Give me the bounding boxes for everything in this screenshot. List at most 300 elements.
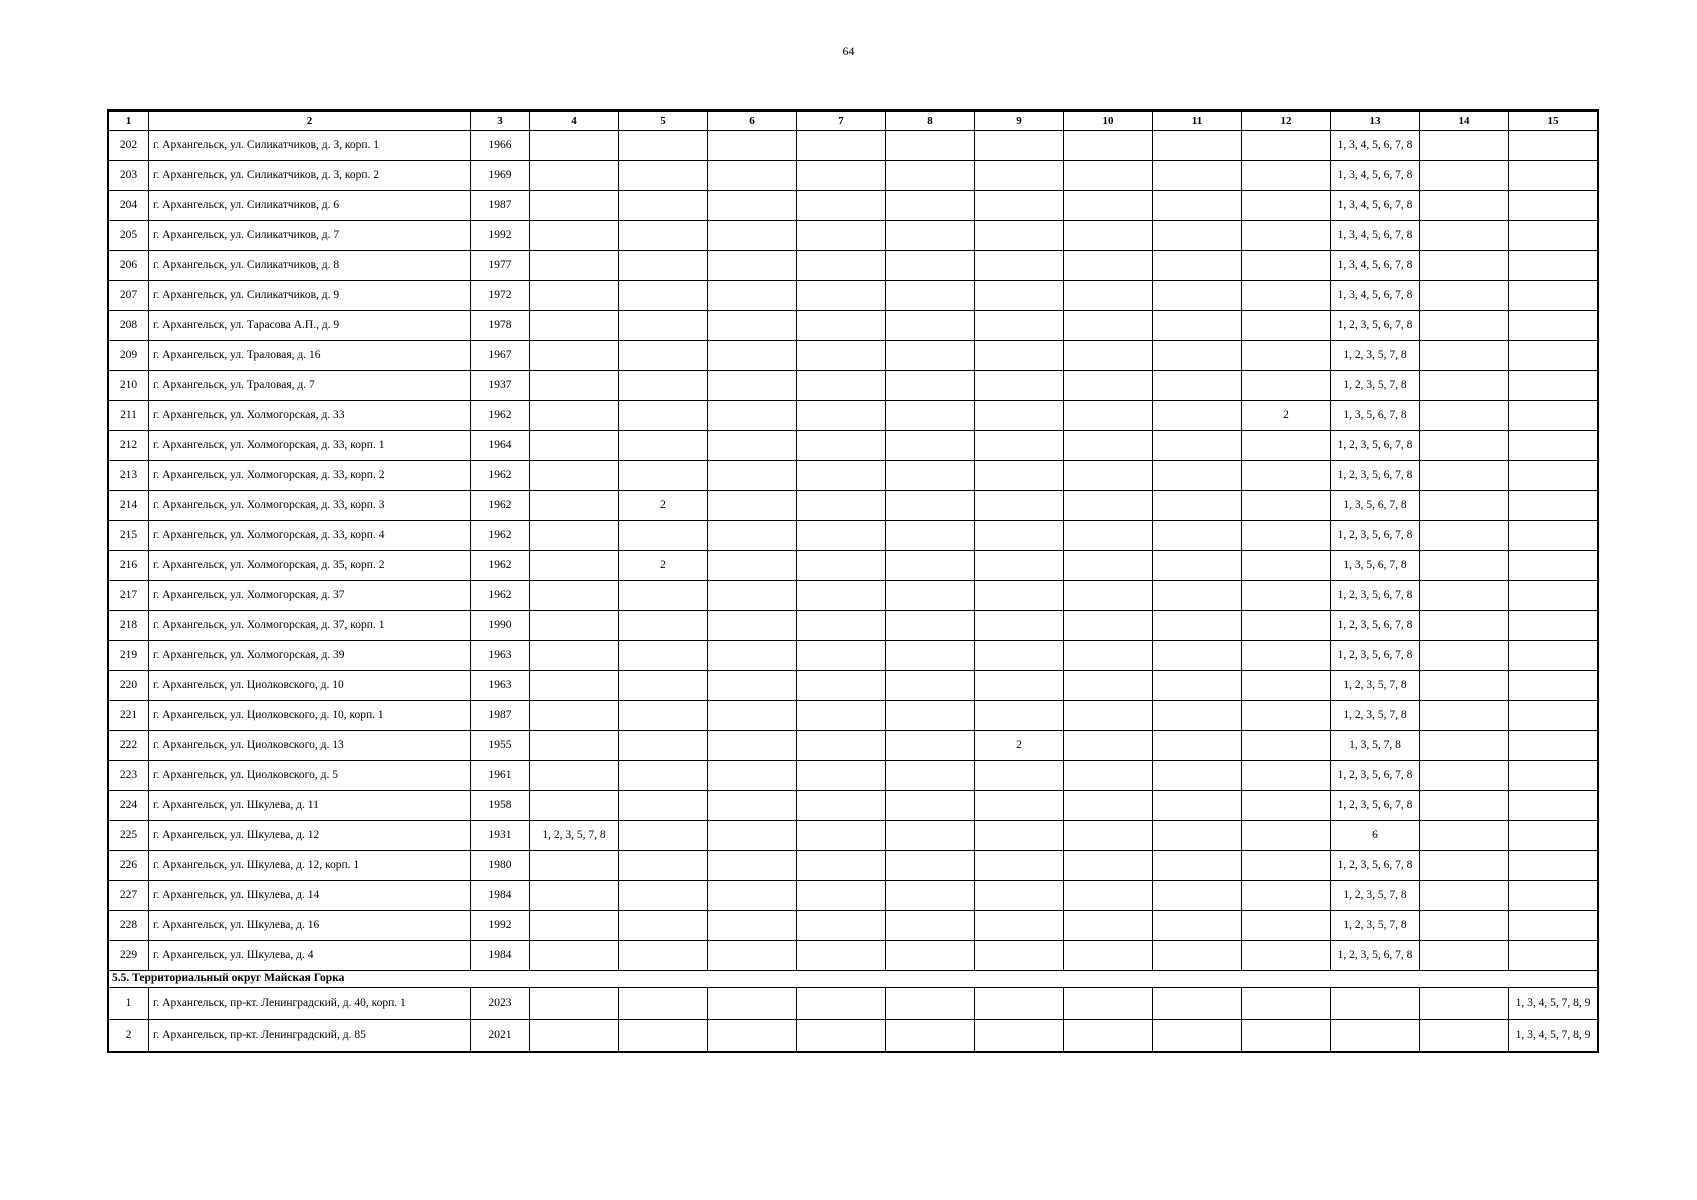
cell-col-10 — [1064, 1020, 1153, 1052]
cell-col-1: 205 — [109, 221, 149, 251]
cell-col-7 — [797, 851, 886, 881]
section-heading-row — [109, 971, 1598, 988]
cell-col-3: 1992 — [471, 221, 530, 251]
cell-col-6 — [708, 701, 797, 731]
cell-col-3: 2021 — [471, 1020, 530, 1052]
cell-col-11 — [1153, 461, 1242, 491]
cell-col-13: 1, 3, 4, 5, 6, 7, 8 — [1331, 191, 1420, 221]
cell-col-3: 1961 — [471, 761, 530, 791]
column-header-9: 9 — [975, 111, 1064, 131]
cell-col-6 — [708, 221, 797, 251]
cell-col-15 — [1509, 371, 1598, 401]
cell-col-4: 1, 2, 3, 5, 7, 8 — [530, 821, 619, 851]
table-row — [109, 791, 1598, 821]
cell-col-15 — [1509, 251, 1598, 281]
cell-col-12 — [1242, 461, 1331, 491]
column-header-4: 4 — [530, 111, 619, 131]
cell-col-13: 1, 3, 4, 5, 6, 7, 8 — [1331, 131, 1420, 161]
cell-col-6 — [708, 731, 797, 761]
cell-col-8 — [886, 371, 975, 401]
cell-col-10 — [1064, 131, 1153, 161]
cell-col-11 — [1153, 491, 1242, 521]
cell-col-8 — [886, 641, 975, 671]
cell-col-3: 1962 — [471, 551, 530, 581]
cell-col-13: 1, 2, 3, 5, 7, 8 — [1331, 371, 1420, 401]
cell-col-13: 1, 3, 5, 7, 8 — [1331, 731, 1420, 761]
cell-col-2: г. Архангельск, ул. Холмогорская, д. 37 — [149, 581, 471, 611]
cell-col-1: 217 — [109, 581, 149, 611]
cell-col-4 — [530, 191, 619, 221]
table-row — [109, 371, 1598, 401]
cell-col-7 — [797, 551, 886, 581]
column-header-3: 3 — [471, 111, 530, 131]
cell-col-9 — [975, 311, 1064, 341]
cell-col-2: г. Архангельск, ул. Циолковского, д. 10, корп. 1 — [149, 701, 471, 731]
cell-col-5 — [619, 641, 708, 671]
cell-col-3: 1967 — [471, 341, 530, 371]
cell-col-7 — [797, 461, 886, 491]
cell-col-9 — [975, 641, 1064, 671]
cell-col-15 — [1509, 851, 1598, 881]
cell-col-2: г. Архангельск, ул. Холмогорская, д. 33, корп. 3 — [149, 491, 471, 521]
cell-col-3: 1984 — [471, 941, 530, 971]
cell-col-12 — [1242, 761, 1331, 791]
table-row — [109, 161, 1598, 191]
cell-col-6 — [708, 941, 797, 971]
column-header-13: 13 — [1331, 111, 1420, 131]
cell-col-6 — [708, 281, 797, 311]
cell-col-13: 1, 2, 3, 5, 7, 8 — [1331, 701, 1420, 731]
cell-col-1: 2 — [109, 1020, 149, 1052]
table-row — [109, 1020, 1598, 1052]
cell-col-7 — [797, 581, 886, 611]
table-row — [109, 731, 1598, 761]
cell-col-7 — [797, 221, 886, 251]
table-row — [109, 581, 1598, 611]
cell-col-11 — [1153, 401, 1242, 431]
cell-col-6 — [708, 821, 797, 851]
cell-col-4 — [530, 221, 619, 251]
cell-col-11 — [1153, 611, 1242, 641]
cell-col-6 — [708, 881, 797, 911]
cell-col-10 — [1064, 671, 1153, 701]
column-header-8: 8 — [886, 111, 975, 131]
cell-col-11 — [1153, 581, 1242, 611]
cell-col-14 — [1420, 491, 1509, 521]
cell-col-8 — [886, 311, 975, 341]
cell-col-4 — [530, 881, 619, 911]
table-row — [109, 671, 1598, 701]
cell-col-4 — [530, 641, 619, 671]
cell-col-13: 1, 2, 3, 5, 6, 7, 8 — [1331, 431, 1420, 461]
cell-col-6 — [708, 431, 797, 461]
cell-col-9 — [975, 371, 1064, 401]
cell-col-3: 1964 — [471, 431, 530, 461]
cell-col-7 — [797, 161, 886, 191]
cell-col-10 — [1064, 911, 1153, 941]
cell-col-4 — [530, 701, 619, 731]
cell-col-14 — [1420, 611, 1509, 641]
cell-col-2: г. Архангельск, ул. Холмогорская, д. 33, корп. 1 — [149, 431, 471, 461]
cell-col-4 — [530, 671, 619, 701]
cell-col-4 — [530, 431, 619, 461]
cell-col-9 — [975, 1020, 1064, 1052]
cell-col-3: 1958 — [471, 791, 530, 821]
cell-col-5 — [619, 311, 708, 341]
cell-col-1: 228 — [109, 911, 149, 941]
cell-col-5 — [619, 791, 708, 821]
table-header-row — [109, 111, 1598, 131]
cell-col-15 — [1509, 311, 1598, 341]
cell-col-6 — [708, 401, 797, 431]
cell-col-7 — [797, 701, 886, 731]
cell-col-1: 225 — [109, 821, 149, 851]
table-row — [109, 461, 1598, 491]
cell-col-12 — [1242, 941, 1331, 971]
cell-col-5: 2 — [619, 491, 708, 521]
cell-col-12 — [1242, 521, 1331, 551]
table-row — [109, 641, 1598, 671]
cell-col-9 — [975, 191, 1064, 221]
cell-col-2: г. Архангельск, ул. Циолковского, д. 13 — [149, 731, 471, 761]
cell-col-7 — [797, 341, 886, 371]
cell-col-9 — [975, 161, 1064, 191]
cell-col-8 — [886, 431, 975, 461]
cell-col-2: г. Архангельск, пр-кт. Ленинградский, д. 40, корп. 1 — [149, 988, 471, 1020]
cell-col-9 — [975, 581, 1064, 611]
cell-col-12 — [1242, 191, 1331, 221]
cell-col-11 — [1153, 941, 1242, 971]
cell-col-12 — [1242, 281, 1331, 311]
table-row — [109, 761, 1598, 791]
cell-col-11 — [1153, 911, 1242, 941]
cell-col-12 — [1242, 641, 1331, 671]
cell-col-13: 1, 2, 3, 5, 6, 7, 8 — [1331, 521, 1420, 551]
cell-col-13: 1, 2, 3, 5, 7, 8 — [1331, 671, 1420, 701]
cell-col-12 — [1242, 161, 1331, 191]
column-header-15: 15 — [1509, 111, 1598, 131]
cell-col-5 — [619, 131, 708, 161]
cell-col-7 — [797, 491, 886, 521]
cell-col-7 — [797, 941, 886, 971]
cell-col-14 — [1420, 341, 1509, 371]
table-row — [109, 988, 1598, 1020]
cell-col-9: 2 — [975, 731, 1064, 761]
cell-col-3: 1963 — [471, 641, 530, 671]
cell-col-1: 227 — [109, 881, 149, 911]
cell-col-13: 1, 2, 3, 5, 7, 8 — [1331, 881, 1420, 911]
cell-col-13: 1, 3, 5, 6, 7, 8 — [1331, 401, 1420, 431]
cell-col-7 — [797, 131, 886, 161]
table-row — [109, 131, 1598, 161]
column-header-10: 10 — [1064, 111, 1153, 131]
cell-col-10 — [1064, 761, 1153, 791]
cell-col-9 — [975, 671, 1064, 701]
cell-col-3: 1931 — [471, 821, 530, 851]
cell-col-10 — [1064, 941, 1153, 971]
cell-col-12 — [1242, 611, 1331, 641]
cell-col-10 — [1064, 491, 1153, 521]
table-row — [109, 401, 1598, 431]
cell-col-14 — [1420, 131, 1509, 161]
cell-col-10 — [1064, 988, 1153, 1020]
cell-col-15 — [1509, 341, 1598, 371]
cell-col-2: г. Архангельск, ул. Силикатчиков, д. 3, корп. 2 — [149, 161, 471, 191]
cell-col-7 — [797, 821, 886, 851]
table-row — [109, 611, 1598, 641]
cell-col-8 — [886, 941, 975, 971]
cell-col-2: г. Архангельск, ул. Циолковского, д. 5 — [149, 761, 471, 791]
cell-col-6 — [708, 551, 797, 581]
cell-col-9 — [975, 251, 1064, 281]
cell-col-11 — [1153, 701, 1242, 731]
cell-col-4 — [530, 611, 619, 641]
cell-col-12 — [1242, 431, 1331, 461]
column-header-11: 11 — [1153, 111, 1242, 131]
cell-col-5 — [619, 221, 708, 251]
cell-col-7 — [797, 911, 886, 941]
cell-col-14 — [1420, 941, 1509, 971]
cell-col-12 — [1242, 821, 1331, 851]
cell-col-12 — [1242, 731, 1331, 761]
cell-col-11 — [1153, 341, 1242, 371]
cell-col-14 — [1420, 791, 1509, 821]
cell-col-2: г. Архангельск, ул. Силикатчиков, д. 8 — [149, 251, 471, 281]
cell-col-1: 209 — [109, 341, 149, 371]
cell-col-10 — [1064, 521, 1153, 551]
cell-col-6 — [708, 671, 797, 701]
cell-col-13: 1, 2, 3, 5, 6, 7, 8 — [1331, 611, 1420, 641]
cell-col-14 — [1420, 401, 1509, 431]
cell-col-14 — [1420, 581, 1509, 611]
cell-col-3: 1977 — [471, 251, 530, 281]
cell-col-8 — [886, 851, 975, 881]
cell-col-13: 1, 2, 3, 5, 7, 8 — [1331, 911, 1420, 941]
cell-col-12 — [1242, 551, 1331, 581]
cell-col-5 — [619, 911, 708, 941]
cell-col-7 — [797, 431, 886, 461]
cell-col-5 — [619, 461, 708, 491]
cell-col-9 — [975, 851, 1064, 881]
cell-col-6 — [708, 341, 797, 371]
cell-col-14 — [1420, 671, 1509, 701]
cell-col-14 — [1420, 461, 1509, 491]
cell-col-15 — [1509, 641, 1598, 671]
cell-col-2: г. Архангельск, ул. Холмогорская, д. 33, корп. 4 — [149, 521, 471, 551]
cell-col-15 — [1509, 581, 1598, 611]
cell-col-14 — [1420, 371, 1509, 401]
cell-col-4 — [530, 761, 619, 791]
cell-col-8 — [886, 551, 975, 581]
cell-col-13: 1, 3, 5, 6, 7, 8 — [1331, 491, 1420, 521]
cell-col-7 — [797, 521, 886, 551]
cell-col-5: 2 — [619, 551, 708, 581]
cell-col-11 — [1153, 371, 1242, 401]
cell-col-1: 221 — [109, 701, 149, 731]
table-row — [109, 251, 1598, 281]
table-row — [109, 221, 1598, 251]
cell-col-7 — [797, 311, 886, 341]
cell-col-11 — [1153, 521, 1242, 551]
cell-col-15 — [1509, 521, 1598, 551]
cell-col-8 — [886, 221, 975, 251]
table-row — [109, 821, 1598, 851]
cell-col-2: г. Архангельск, ул. Циолковского, д. 10 — [149, 671, 471, 701]
cell-col-15 — [1509, 491, 1598, 521]
cell-col-1: 208 — [109, 311, 149, 341]
cell-col-10 — [1064, 611, 1153, 641]
cell-col-4 — [530, 521, 619, 551]
cell-col-8 — [886, 701, 975, 731]
cell-col-8 — [886, 671, 975, 701]
cell-col-4 — [530, 791, 619, 821]
cell-col-2: г. Архангельск, ул. Траловая, д. 16 — [149, 341, 471, 371]
cell-col-3: 1984 — [471, 881, 530, 911]
cell-col-5 — [619, 581, 708, 611]
cell-col-15 — [1509, 461, 1598, 491]
cell-col-10 — [1064, 281, 1153, 311]
cell-col-9 — [975, 341, 1064, 371]
cell-col-3: 1963 — [471, 671, 530, 701]
cell-col-4 — [530, 341, 619, 371]
cell-col-1: 206 — [109, 251, 149, 281]
cell-col-9 — [975, 881, 1064, 911]
cell-col-13: 1, 3, 4, 5, 6, 7, 8 — [1331, 281, 1420, 311]
cell-col-14 — [1420, 281, 1509, 311]
cell-col-6 — [708, 191, 797, 221]
cell-col-11 — [1153, 731, 1242, 761]
table-row — [109, 191, 1598, 221]
cell-col-7 — [797, 791, 886, 821]
cell-col-8 — [886, 581, 975, 611]
cell-col-1: 204 — [109, 191, 149, 221]
cell-col-12 — [1242, 131, 1331, 161]
cell-col-13: 1, 3, 4, 5, 6, 7, 8 — [1331, 251, 1420, 281]
cell-col-11 — [1153, 131, 1242, 161]
cell-col-7 — [797, 671, 886, 701]
cell-col-13: 1, 3, 4, 5, 6, 7, 8 — [1331, 161, 1420, 191]
cell-col-12 — [1242, 341, 1331, 371]
cell-col-4 — [530, 131, 619, 161]
cell-col-13: 1, 2, 3, 5, 6, 7, 8 — [1331, 941, 1420, 971]
cell-col-12 — [1242, 851, 1331, 881]
cell-col-6 — [708, 1020, 797, 1052]
cell-col-6 — [708, 491, 797, 521]
cell-col-15 — [1509, 761, 1598, 791]
cell-col-8 — [886, 881, 975, 911]
cell-col-13: 1, 2, 3, 5, 6, 7, 8 — [1331, 641, 1420, 671]
cell-col-3: 1978 — [471, 311, 530, 341]
cell-col-2: г. Архангельск, ул. Шкулева, д. 16 — [149, 911, 471, 941]
cell-col-10 — [1064, 851, 1153, 881]
cell-col-2: г. Архангельск, ул. Шкулева, д. 11 — [149, 791, 471, 821]
cell-col-15 — [1509, 821, 1598, 851]
cell-col-3: 1962 — [471, 521, 530, 551]
cell-col-3: 1966 — [471, 131, 530, 161]
cell-col-14 — [1420, 191, 1509, 221]
cell-col-4 — [530, 251, 619, 281]
cell-col-13: 1, 2, 3, 5, 6, 7, 8 — [1331, 791, 1420, 821]
cell-col-1: 220 — [109, 671, 149, 701]
cell-col-5 — [619, 161, 708, 191]
cell-col-9 — [975, 131, 1064, 161]
cell-col-4 — [530, 311, 619, 341]
cell-col-14 — [1420, 731, 1509, 761]
cell-col-12 — [1242, 911, 1331, 941]
section-title: 5.5. Территориальный округ Майская Горка — [109, 971, 1598, 988]
cell-col-15 — [1509, 881, 1598, 911]
cell-col-14 — [1420, 251, 1509, 281]
cell-col-4 — [530, 401, 619, 431]
cell-col-14 — [1420, 431, 1509, 461]
cell-col-7 — [797, 281, 886, 311]
cell-col-10 — [1064, 161, 1153, 191]
cell-col-11 — [1153, 281, 1242, 311]
cell-col-13: 6 — [1331, 821, 1420, 851]
cell-col-2: г. Архангельск, ул. Силикатчиков, д. 3, корп. 1 — [149, 131, 471, 161]
cell-col-3: 1962 — [471, 491, 530, 521]
cell-col-6 — [708, 461, 797, 491]
cell-col-1: 212 — [109, 431, 149, 461]
cell-col-10 — [1064, 791, 1153, 821]
cell-col-7 — [797, 611, 886, 641]
cell-col-13: 1, 2, 3, 5, 6, 7, 8 — [1331, 761, 1420, 791]
cell-col-12 — [1242, 791, 1331, 821]
table-row — [109, 311, 1598, 341]
cell-col-3: 2023 — [471, 988, 530, 1020]
cell-col-11 — [1153, 671, 1242, 701]
cell-col-2: г. Архангельск, ул. Холмогорская, д. 33, корп. 2 — [149, 461, 471, 491]
cell-col-13: 1, 3, 5, 6, 7, 8 — [1331, 551, 1420, 581]
cell-col-10 — [1064, 701, 1153, 731]
cell-col-12 — [1242, 581, 1331, 611]
cell-col-15 — [1509, 431, 1598, 461]
cell-col-6 — [708, 581, 797, 611]
cell-col-14 — [1420, 221, 1509, 251]
cell-col-12 — [1242, 881, 1331, 911]
cell-col-6 — [708, 911, 797, 941]
cell-col-10 — [1064, 401, 1153, 431]
cell-col-5 — [619, 251, 708, 281]
cell-col-11 — [1153, 641, 1242, 671]
cell-col-12 — [1242, 311, 1331, 341]
cell-col-6 — [708, 988, 797, 1020]
cell-col-7 — [797, 371, 886, 401]
cell-col-8 — [886, 131, 975, 161]
housing-registry-table — [108, 110, 1598, 1052]
cell-col-14 — [1420, 311, 1509, 341]
cell-col-4 — [530, 491, 619, 521]
cell-col-10 — [1064, 341, 1153, 371]
cell-col-1: 229 — [109, 941, 149, 971]
cell-col-2: г. Архангельск, ул. Шкулева, д. 12, корп. 1 — [149, 851, 471, 881]
cell-col-6 — [708, 851, 797, 881]
cell-col-2: г. Архангельск, ул. Силикатчиков, д. 6 — [149, 191, 471, 221]
cell-col-2: г. Архангельск, ул. Силикатчиков, д. 7 — [149, 221, 471, 251]
cell-col-6 — [708, 251, 797, 281]
cell-col-8 — [886, 821, 975, 851]
cell-col-14 — [1420, 641, 1509, 671]
cell-col-12 — [1242, 988, 1331, 1020]
cell-col-6 — [708, 641, 797, 671]
cell-col-13 — [1331, 1020, 1420, 1052]
table-row — [109, 431, 1598, 461]
page-number: 64 — [842, 44, 855, 58]
cell-col-10 — [1064, 461, 1153, 491]
cell-col-3: 1990 — [471, 611, 530, 641]
cell-col-14 — [1420, 551, 1509, 581]
column-header-6: 6 — [708, 111, 797, 131]
